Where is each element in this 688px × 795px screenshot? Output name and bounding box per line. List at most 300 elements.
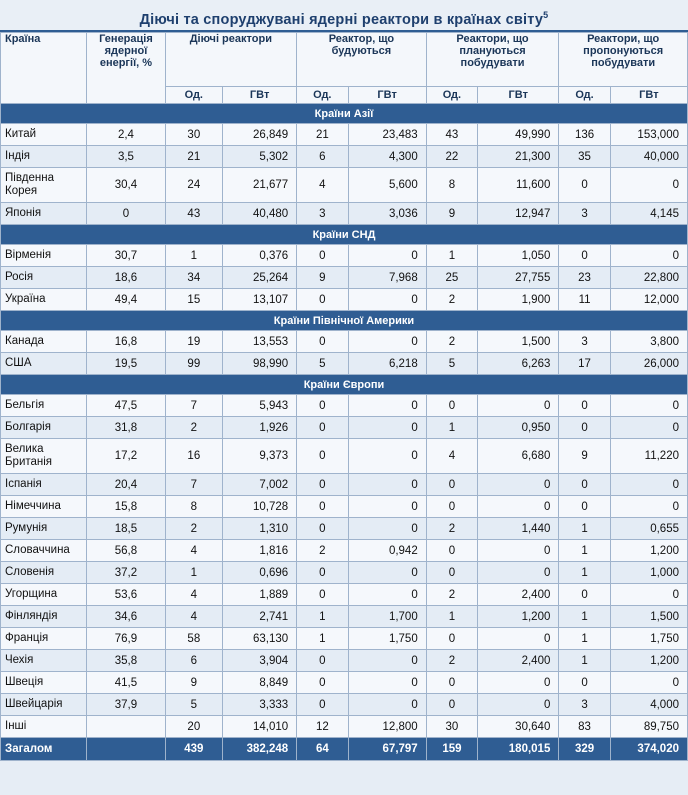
table-body	[1, 104, 688, 761]
country-cell: Велика Британія	[1, 439, 87, 474]
value-cell: 1,816	[223, 540, 297, 562]
value-cell: 1,700	[348, 606, 426, 628]
value-cell: 49,990	[478, 124, 559, 146]
value-cell: 8,849	[223, 672, 297, 694]
value-cell: 20,4	[87, 474, 165, 496]
value-cell: 1	[559, 606, 610, 628]
total-value-cell	[87, 738, 165, 761]
value-cell: 21	[165, 146, 223, 168]
value-cell: 3,5	[87, 146, 165, 168]
value-cell: 2	[165, 518, 223, 540]
value-cell: 0,696	[223, 562, 297, 584]
value-cell: 4	[426, 439, 477, 474]
value-cell: 3,800	[610, 331, 687, 353]
value-cell: 0	[610, 496, 687, 518]
total-value-cell: 64	[297, 738, 348, 761]
value-cell: 0	[297, 694, 348, 716]
country-cell: Іспанія	[1, 474, 87, 496]
value-cell: 3,904	[223, 650, 297, 672]
value-cell: 2	[297, 540, 348, 562]
value-cell: 21,677	[223, 168, 297, 203]
table-row	[1, 584, 688, 606]
value-cell: 58	[165, 628, 223, 650]
value-cell: 12,947	[478, 203, 559, 225]
value-cell: 21,300	[478, 146, 559, 168]
table-row	[1, 124, 688, 146]
value-cell: 4,000	[610, 694, 687, 716]
country-cell: Болгарія	[1, 417, 87, 439]
value-cell: 53,6	[87, 584, 165, 606]
value-cell	[87, 716, 165, 738]
value-cell: 0	[297, 584, 348, 606]
value-cell: 0,950	[478, 417, 559, 439]
value-cell: 1	[426, 417, 477, 439]
value-cell: 0	[478, 628, 559, 650]
value-cell: 10,728	[223, 496, 297, 518]
value-cell: 12,000	[610, 289, 687, 311]
value-cell: 23,483	[348, 124, 426, 146]
value-cell: 0	[348, 245, 426, 267]
value-cell: 49,4	[87, 289, 165, 311]
value-cell: 30,4	[87, 168, 165, 203]
value-cell: 9,373	[223, 439, 297, 474]
title-text: Діючі та споруджувані ядерні реактори в країнах світу	[139, 11, 544, 28]
subheader-units: Од.	[297, 87, 348, 104]
value-cell: 0	[297, 672, 348, 694]
table-row	[1, 267, 688, 289]
total-value-cell: 439	[165, 738, 223, 761]
value-cell: 8	[165, 496, 223, 518]
section-title: Країни Північної Америки	[1, 311, 688, 331]
value-cell: 2	[426, 650, 477, 672]
value-cell: 21	[297, 124, 348, 146]
value-cell: 0	[610, 474, 687, 496]
value-cell: 40,000	[610, 146, 687, 168]
country-cell: Німеччина	[1, 496, 87, 518]
total-value-cell: 329	[559, 738, 610, 761]
value-cell: 3	[559, 331, 610, 353]
header-row	[1, 33, 688, 87]
value-cell: 0	[559, 395, 610, 417]
value-cell: 18,6	[87, 267, 165, 289]
value-cell: 9	[297, 267, 348, 289]
value-cell: 7	[165, 395, 223, 417]
value-cell: 56,8	[87, 540, 165, 562]
value-cell: 89,750	[610, 716, 687, 738]
value-cell: 7	[165, 474, 223, 496]
value-cell: 25,264	[223, 267, 297, 289]
value-cell: 0	[559, 496, 610, 518]
value-cell: 9	[165, 672, 223, 694]
value-cell: 1	[559, 540, 610, 562]
value-cell: 26,000	[610, 353, 687, 375]
country-cell: Словаччина	[1, 540, 87, 562]
table-row	[1, 395, 688, 417]
col-header-building: Реактор, що будуються	[297, 33, 427, 87]
section-header-row	[1, 104, 688, 124]
col-header-generation: Генерація ядерної енергії, %	[87, 33, 165, 104]
value-cell: 1,750	[348, 628, 426, 650]
value-cell: 0	[297, 562, 348, 584]
value-cell: 0	[297, 474, 348, 496]
value-cell: 0	[559, 417, 610, 439]
value-cell: 0	[348, 694, 426, 716]
section-header-row	[1, 225, 688, 245]
value-cell: 1,200	[610, 540, 687, 562]
table-row	[1, 146, 688, 168]
value-cell: 2,741	[223, 606, 297, 628]
value-cell: 14,010	[223, 716, 297, 738]
value-cell: 0	[348, 496, 426, 518]
total-value-cell: 382,248	[223, 738, 297, 761]
country-cell: Фінляндія	[1, 606, 87, 628]
value-cell: 35	[559, 146, 610, 168]
value-cell: 0	[610, 395, 687, 417]
value-cell: 1,500	[610, 606, 687, 628]
value-cell: 40,480	[223, 203, 297, 225]
value-cell: 1,500	[478, 331, 559, 353]
value-cell: 0	[297, 439, 348, 474]
value-cell: 1,200	[478, 606, 559, 628]
value-cell: 23	[559, 267, 610, 289]
value-cell: 4	[165, 584, 223, 606]
value-cell: 0	[297, 496, 348, 518]
value-cell: 6,218	[348, 353, 426, 375]
value-cell: 1,900	[478, 289, 559, 311]
value-cell: 11	[559, 289, 610, 311]
table-title	[0, 0, 688, 32]
value-cell: 0,376	[223, 245, 297, 267]
table-row	[1, 606, 688, 628]
value-cell: 4	[297, 168, 348, 203]
value-cell: 2,400	[478, 584, 559, 606]
value-cell: 8	[426, 168, 477, 203]
table-row	[1, 331, 688, 353]
value-cell: 2	[426, 584, 477, 606]
value-cell: 0	[348, 650, 426, 672]
section-title: Країни Європи	[1, 375, 688, 395]
country-cell: Бельгія	[1, 395, 87, 417]
table-row	[1, 716, 688, 738]
table-row	[1, 289, 688, 311]
reactor-table	[0, 32, 688, 761]
value-cell: 4	[165, 606, 223, 628]
value-cell: 0	[426, 540, 477, 562]
table-row	[1, 417, 688, 439]
value-cell: 0	[478, 672, 559, 694]
value-cell: 27,755	[478, 267, 559, 289]
value-cell: 1,889	[223, 584, 297, 606]
value-cell: 1	[426, 245, 477, 267]
col-header-planned: Реактори, що плануються побудувати	[426, 33, 559, 87]
value-cell: 37,2	[87, 562, 165, 584]
table-row	[1, 672, 688, 694]
value-cell: 1	[559, 628, 610, 650]
country-cell: США	[1, 353, 87, 375]
value-cell: 30	[426, 716, 477, 738]
value-cell: 5	[165, 694, 223, 716]
value-cell: 7,002	[223, 474, 297, 496]
value-cell: 0	[297, 518, 348, 540]
value-cell: 0	[348, 518, 426, 540]
subheader-gw: ГВт	[223, 87, 297, 104]
section-header-row	[1, 375, 688, 395]
value-cell: 0	[610, 672, 687, 694]
total-value-cell: 180,015	[478, 738, 559, 761]
table-row	[1, 628, 688, 650]
value-cell: 3	[559, 203, 610, 225]
value-cell: 0	[610, 417, 687, 439]
value-cell: 1	[559, 562, 610, 584]
country-cell: Росія	[1, 267, 87, 289]
table-row	[1, 203, 688, 225]
value-cell: 76,9	[87, 628, 165, 650]
value-cell: 3,333	[223, 694, 297, 716]
value-cell: 0	[426, 496, 477, 518]
value-cell: 16,8	[87, 331, 165, 353]
value-cell: 15	[165, 289, 223, 311]
value-cell: 26,849	[223, 124, 297, 146]
value-cell: 13,107	[223, 289, 297, 311]
value-cell: 1,440	[478, 518, 559, 540]
value-cell: 0,655	[610, 518, 687, 540]
total-value-cell: 159	[426, 738, 477, 761]
value-cell: 0	[478, 474, 559, 496]
value-cell: 37,9	[87, 694, 165, 716]
country-cell: Китай	[1, 124, 87, 146]
value-cell: 41,5	[87, 672, 165, 694]
value-cell: 43	[426, 124, 477, 146]
value-cell: 22	[426, 146, 477, 168]
value-cell: 17,2	[87, 439, 165, 474]
value-cell: 2	[426, 331, 477, 353]
country-cell: Угорщина	[1, 584, 87, 606]
table-row	[1, 650, 688, 672]
value-cell: 1,200	[610, 650, 687, 672]
table-row	[1, 694, 688, 716]
value-cell: 1,310	[223, 518, 297, 540]
value-cell: 12,800	[348, 716, 426, 738]
value-cell: 7,968	[348, 267, 426, 289]
value-cell: 0	[297, 417, 348, 439]
value-cell: 4,300	[348, 146, 426, 168]
value-cell: 0	[478, 540, 559, 562]
value-cell: 0	[478, 395, 559, 417]
value-cell: 22,800	[610, 267, 687, 289]
value-cell: 0	[348, 562, 426, 584]
table-row	[1, 540, 688, 562]
value-cell: 1,926	[223, 417, 297, 439]
value-cell: 98,990	[223, 353, 297, 375]
value-cell: 0,942	[348, 540, 426, 562]
value-cell: 0	[559, 474, 610, 496]
value-cell: 15,8	[87, 496, 165, 518]
country-cell: Словенія	[1, 562, 87, 584]
value-cell: 0	[348, 331, 426, 353]
value-cell: 2,4	[87, 124, 165, 146]
value-cell: 43	[165, 203, 223, 225]
value-cell: 0	[348, 672, 426, 694]
table-row	[1, 439, 688, 474]
value-cell: 1,050	[478, 245, 559, 267]
value-cell: 5,943	[223, 395, 297, 417]
value-cell: 0	[348, 395, 426, 417]
table-row	[1, 245, 688, 267]
value-cell: 34	[165, 267, 223, 289]
value-cell: 5,302	[223, 146, 297, 168]
value-cell: 0	[426, 628, 477, 650]
value-cell: 4	[165, 540, 223, 562]
value-cell: 153,000	[610, 124, 687, 146]
value-cell: 0	[426, 562, 477, 584]
value-cell: 3,036	[348, 203, 426, 225]
value-cell: 1,000	[610, 562, 687, 584]
country-cell: Україна	[1, 289, 87, 311]
value-cell: 63,130	[223, 628, 297, 650]
value-cell: 0	[426, 672, 477, 694]
value-cell: 19,5	[87, 353, 165, 375]
value-cell: 19	[165, 331, 223, 353]
country-cell: Франція	[1, 628, 87, 650]
value-cell: 1	[426, 606, 477, 628]
value-cell: 30,640	[478, 716, 559, 738]
country-cell: Румунія	[1, 518, 87, 540]
subheader-units: Од.	[165, 87, 223, 104]
value-cell: 6,680	[478, 439, 559, 474]
value-cell: 1	[297, 628, 348, 650]
total-value-cell: 67,797	[348, 738, 426, 761]
value-cell: 0	[348, 417, 426, 439]
country-cell: Інші	[1, 716, 87, 738]
value-cell: 136	[559, 124, 610, 146]
total-value-cell: 374,020	[610, 738, 687, 761]
value-cell: 0	[426, 474, 477, 496]
value-cell: 0	[426, 694, 477, 716]
value-cell: 0	[559, 584, 610, 606]
country-cell: Вірменія	[1, 245, 87, 267]
table-row	[1, 168, 688, 203]
value-cell: 5	[426, 353, 477, 375]
value-cell: 11,220	[610, 439, 687, 474]
value-cell: 16	[165, 439, 223, 474]
value-cell: 0	[610, 584, 687, 606]
subheader-gw: ГВт	[610, 87, 687, 104]
value-cell: 35,8	[87, 650, 165, 672]
value-cell: 0	[297, 245, 348, 267]
table-row	[1, 496, 688, 518]
value-cell: 0	[559, 168, 610, 203]
value-cell: 0	[478, 694, 559, 716]
value-cell: 2	[426, 289, 477, 311]
value-cell: 1	[559, 650, 610, 672]
value-cell: 4,145	[610, 203, 687, 225]
value-cell: 2	[165, 417, 223, 439]
value-cell: 0	[559, 672, 610, 694]
value-cell: 1	[165, 562, 223, 584]
value-cell: 0	[348, 289, 426, 311]
section-title: Країни СНД	[1, 225, 688, 245]
value-cell: 31,8	[87, 417, 165, 439]
subheader-units: Од.	[426, 87, 477, 104]
value-cell: 9	[426, 203, 477, 225]
col-header-country: Країна	[1, 33, 87, 104]
subheader-gw: ГВт	[348, 87, 426, 104]
total-label: Загалом	[1, 738, 87, 761]
value-cell: 18,5	[87, 518, 165, 540]
table-row	[1, 562, 688, 584]
value-cell: 20	[165, 716, 223, 738]
value-cell: 6	[297, 146, 348, 168]
value-cell: 6,263	[478, 353, 559, 375]
table-row	[1, 353, 688, 375]
value-cell: 24	[165, 168, 223, 203]
value-cell: 1	[559, 518, 610, 540]
total-row	[1, 738, 688, 761]
value-cell: 0	[610, 245, 687, 267]
table-row	[1, 518, 688, 540]
value-cell: 0	[87, 203, 165, 225]
value-cell: 0	[297, 395, 348, 417]
value-cell: 3	[297, 203, 348, 225]
value-cell: 2,400	[478, 650, 559, 672]
value-cell: 0	[610, 168, 687, 203]
value-cell: 0	[297, 331, 348, 353]
value-cell: 17	[559, 353, 610, 375]
value-cell: 5	[297, 353, 348, 375]
country-cell: Індія	[1, 146, 87, 168]
section-title: Країни Азії	[1, 104, 688, 124]
value-cell: 99	[165, 353, 223, 375]
value-cell: 0	[348, 439, 426, 474]
value-cell: 13,553	[223, 331, 297, 353]
value-cell: 30,7	[87, 245, 165, 267]
value-cell: 0	[297, 650, 348, 672]
col-header-proposed: Реактори, що пропонуються побудувати	[559, 33, 688, 87]
value-cell: 1,750	[610, 628, 687, 650]
value-cell: 2	[426, 518, 477, 540]
country-cell: Чехія	[1, 650, 87, 672]
value-cell: 0	[559, 245, 610, 267]
value-cell: 0	[348, 584, 426, 606]
value-cell: 0	[348, 474, 426, 496]
value-cell: 5,600	[348, 168, 426, 203]
value-cell: 11,600	[478, 168, 559, 203]
section-header-row	[1, 311, 688, 331]
subheader-units: Од.	[559, 87, 610, 104]
col-header-operating: Діючі реактори	[165, 33, 297, 87]
value-cell: 25	[426, 267, 477, 289]
value-cell: 6	[165, 650, 223, 672]
title-footnote-mark: 5	[543, 10, 549, 20]
value-cell: 12	[297, 716, 348, 738]
country-cell: Канада	[1, 331, 87, 353]
subheader-gw: ГВт	[478, 87, 559, 104]
country-cell: Японія	[1, 203, 87, 225]
value-cell: 83	[559, 716, 610, 738]
value-cell: 9	[559, 439, 610, 474]
value-cell: 30	[165, 124, 223, 146]
country-cell: Швеція	[1, 672, 87, 694]
value-cell: 0	[426, 395, 477, 417]
country-cell: Південна Корея	[1, 168, 87, 203]
country-cell: Швейцарія	[1, 694, 87, 716]
value-cell: 0	[297, 289, 348, 311]
value-cell: 47,5	[87, 395, 165, 417]
table-row	[1, 474, 688, 496]
value-cell: 0	[478, 562, 559, 584]
value-cell: 1	[165, 245, 223, 267]
value-cell: 34,6	[87, 606, 165, 628]
